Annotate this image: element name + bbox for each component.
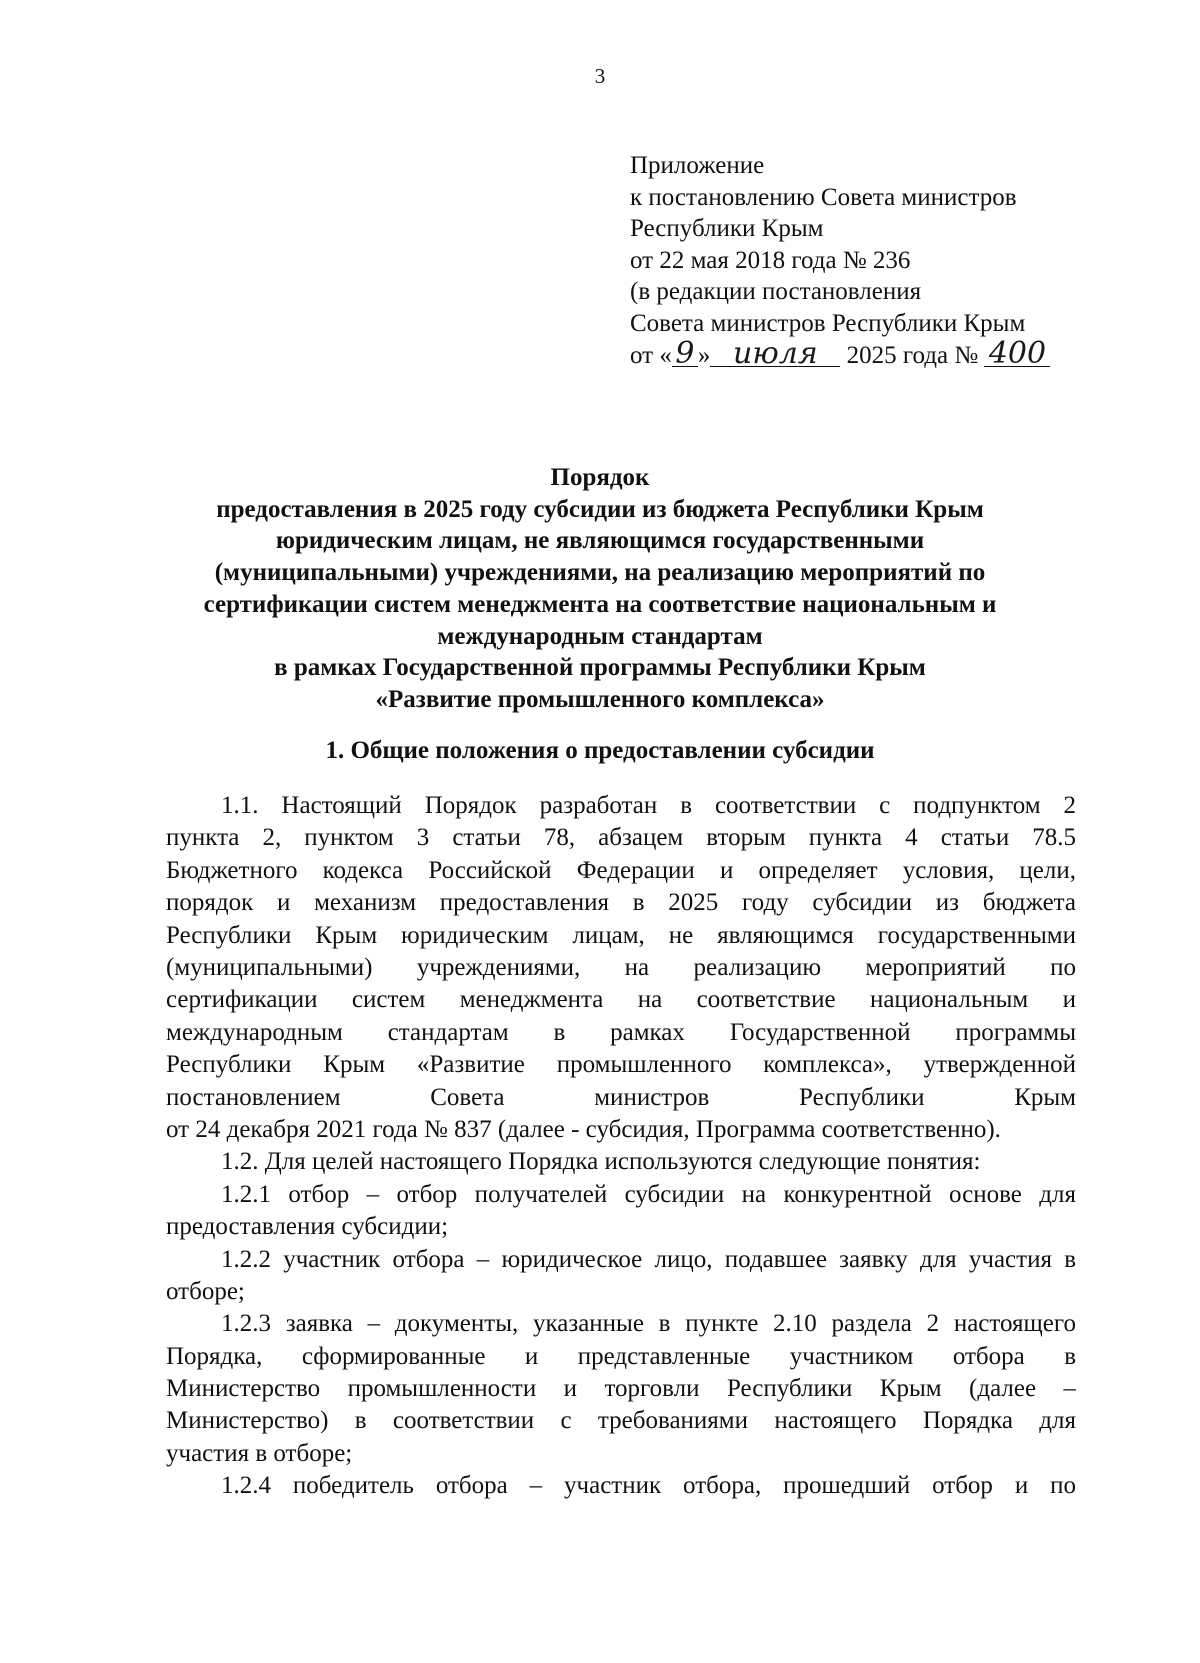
- paragraph-line: сертификации систем менеджмента на соответствие национальным и: [166, 986, 1076, 1014]
- title-line: сертификации систем менеджмента на соответствие национальным и: [203, 590, 997, 618]
- date-year-text: 2025 года №: [840, 341, 985, 369]
- paragraph-line: отборе;: [166, 1277, 245, 1305]
- paragraph-line: 1.1. Настоящий Порядок разработан в соответствии с подпунктом 2: [221, 792, 1076, 819]
- appendix-line: к постановлению Совета министров: [630, 183, 1017, 211]
- date-quote-close: »: [697, 341, 711, 369]
- paragraph-line: Республики Крым «Развитие промышленного комплекса», утвержденной: [166, 1051, 1076, 1079]
- paragraph-line: 1.2. Для целей настоящего Порядка используются следующие понятия:: [221, 1148, 981, 1176]
- section-heading: 1. Общие положения о предоставлении субсидии: [325, 737, 875, 764]
- paragraph-1-2-4: [166, 1470, 1076, 1502]
- paragraph-1-2-1: [166, 1179, 1076, 1244]
- appendix-line: Республики Крым: [630, 215, 824, 243]
- paragraph-1-2-3: [166, 1308, 1076, 1470]
- appendix-line: Приложение: [630, 152, 765, 179]
- paragraph-1-1: [166, 790, 1076, 1146]
- title-line: в рамках Государственной программы Республики Крым: [274, 654, 926, 682]
- title-line: (муниципальными) учреждениями, на реализацию мероприятий по: [214, 559, 986, 587]
- title-line: международным стандартам: [437, 622, 763, 650]
- handwritten-day: 9: [672, 342, 698, 367]
- appendix-line: от 22 мая 2018 года № 236: [630, 246, 911, 274]
- paragraph-line: от 24 декабря 2021 года № 837 (далее - субсидия, Программа соответственно).: [166, 1115, 1001, 1143]
- paragraph-line: пункта 2, пунктом 3 статьи 78, абзацем вторым пункта 4 статьи 78.5: [166, 824, 1076, 852]
- paragraph-line: 1.2.1 отбор – отбор получателей субсидии на конкурентной основе для: [221, 1180, 1076, 1208]
- appendix-block: [630, 150, 1100, 371]
- paragraph-line: международным стандартам в рамках Государственной программы: [166, 1018, 1076, 1046]
- paragraph-line: предоставления субсидии;: [166, 1213, 449, 1241]
- paragraph-line: 1.2.3 заявка – документы, указанные в пункте 2.10 раздела 2 настоящего: [221, 1310, 1076, 1338]
- paragraph-line: Республики Крым юридическим лицам, не являющимся государственными: [166, 921, 1076, 949]
- paragraph-line: (муниципальными) учреждениями, на реализацию мероприятий по: [166, 953, 1076, 981]
- date-prefix: от «: [630, 341, 672, 369]
- appendix-line: (в редакции постановления: [630, 278, 922, 306]
- handwritten-month: июля: [710, 342, 840, 367]
- paragraph-line: Министерство) в соответствии с требованиями настоящего Порядка для: [166, 1407, 1076, 1435]
- title-line: предоставления в 2025 году субсидии из бюджета Республики Крым: [216, 495, 984, 523]
- title-line: юридическим лицам, не являющимся государственными: [275, 527, 925, 555]
- appendix-line: Совета министров Республики Крым: [630, 309, 1026, 337]
- paragraph-line: порядок и механизм предоставления в 2025 году субсидии из бюджета: [166, 889, 1076, 917]
- paragraph-line: участия в отборе;: [166, 1439, 353, 1467]
- body-text: [166, 790, 1076, 1503]
- paragraph-1-2: [166, 1146, 1076, 1178]
- paragraph-line: 1.2.2 участник отбора – юридическое лицо, подавшее заявку для участия в: [221, 1245, 1076, 1273]
- handwritten-resolution-number: 400: [984, 342, 1050, 367]
- paragraph-1-2-2: [166, 1244, 1076, 1309]
- paragraph-line: Бюджетного кодекса Российской Федерации и определяет условия, цели,: [166, 856, 1076, 884]
- title-line: «Развитие промышленного комплекса»: [375, 685, 825, 713]
- appendix-date-line: [630, 335, 1100, 372]
- paragraph-line: 1.2.4 победитель отбора – участник отбора, прошедший отбор и по: [221, 1472, 1076, 1500]
- page-number: 3: [594, 64, 606, 88]
- document-title: [150, 462, 1050, 716]
- title-line: Порядок: [550, 464, 650, 491]
- paragraph-line: Министерство промышленности и торговли Республики Крым (далее –: [166, 1375, 1076, 1403]
- paragraph-line: постановлением Совета министров Республики Крым: [166, 1083, 1076, 1111]
- paragraph-line: Порядка, сформированные и представленные участником отбора в: [166, 1342, 1076, 1370]
